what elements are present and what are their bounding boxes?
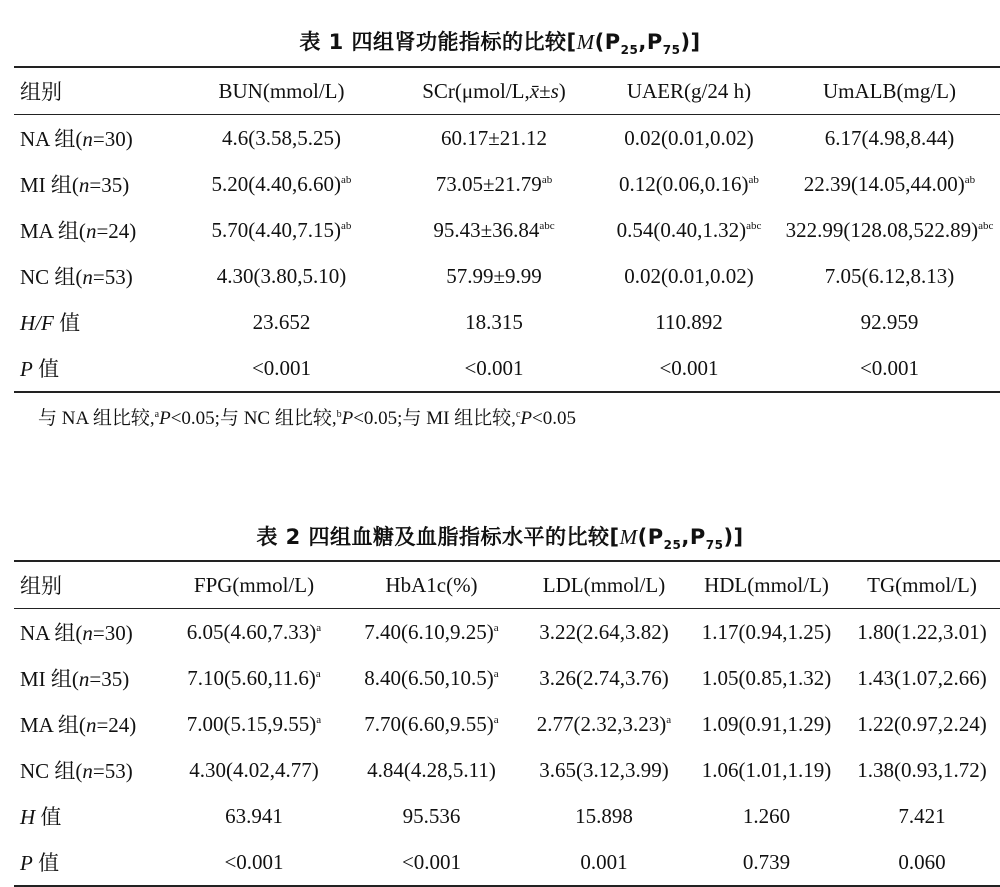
significance-mark: a	[316, 621, 322, 634]
table1-caption-mid: ,P	[638, 30, 663, 54]
table2-caption-mid: ,P	[681, 525, 706, 549]
value-cell: 23.652	[252, 309, 311, 334]
value-cell	[519, 747, 689, 793]
cell-value: 1.22(0.97,2.24)	[857, 711, 987, 736]
significance-mark: ab	[964, 173, 976, 186]
table2-caption-p25: (P	[637, 525, 664, 549]
table1-caption-prefix: 表 1 四组肾功能指标的比较[	[299, 30, 577, 54]
cell-value: 1.80(1.22,3.01)	[857, 619, 987, 644]
cell-value: 2.77(2.32,3.23)	[536, 711, 667, 736]
value-cell: 18.315	[465, 309, 523, 334]
n-label: n	[78, 173, 90, 197]
value-cell	[389, 115, 599, 162]
value-cell	[844, 655, 1000, 701]
cell-value: 1.06(1.01,1.19)	[701, 757, 832, 782]
cell-value: 60.17±21.12	[440, 125, 548, 150]
table2-caption-prefix: 表 2 四组血糖及血脂指标水平的比较[	[256, 525, 620, 549]
significance-mark: ab	[341, 173, 352, 186]
n-value: =35)	[89, 667, 130, 691]
value-cell	[174, 207, 389, 253]
table1-caption-suffix: )]	[680, 30, 701, 54]
value-cell: <0.001	[174, 345, 389, 392]
n-label: n	[85, 713, 97, 737]
table2-header-group: 组别	[14, 561, 164, 609]
cell-value: 7.70(6.60,9.55)	[364, 711, 494, 736]
cell-value: 3.65(3.12,3.99)	[539, 757, 669, 782]
significance-mark: abc	[978, 219, 994, 232]
n-value: =30)	[92, 127, 133, 151]
row-label: H	[20, 805, 36, 829]
value-cell	[344, 747, 519, 793]
value-cell: 110.892	[655, 309, 723, 334]
table2-header-fpg: FPG(mmol/L)	[164, 561, 344, 609]
value-cell: <0.001	[779, 345, 1000, 392]
row-label-cell	[14, 793, 164, 839]
value-cell: <0.001	[389, 345, 599, 392]
value-cell: 1.260	[742, 803, 791, 828]
group-cell	[14, 161, 174, 207]
value-cell	[779, 161, 1000, 207]
significance-mark: a	[493, 667, 499, 680]
row-label-cell	[14, 345, 174, 392]
cell-value: 4.30(4.02,4.77)	[189, 757, 319, 782]
cell-value: 6.05(4.60,7.33)	[186, 619, 317, 644]
value-cell	[344, 655, 519, 701]
value-cell: 7.421	[898, 803, 946, 828]
value-cell: 92.959	[860, 309, 919, 334]
table1-header-bun: BUN(mmol/L)	[174, 67, 389, 115]
n-value: =35)	[89, 173, 130, 197]
table2-header-hba1c: HbA1c(%)	[344, 561, 519, 609]
table-row	[14, 253, 1000, 299]
value-cell	[164, 747, 344, 793]
cell-value: 7.00(5.15,9.55)	[186, 711, 317, 736]
n-label: n	[82, 265, 93, 289]
row-label: H/F	[20, 311, 54, 335]
cell-value: 0.02(0.01,0.02)	[624, 263, 754, 288]
significance-mark: a	[666, 713, 672, 726]
cell-value: 6.17(4.98,8.44)	[824, 125, 955, 150]
cell-value: 5.20(4.40,6.60)	[211, 171, 342, 196]
n-label: n	[82, 759, 93, 783]
value-cell: 0.001	[519, 839, 689, 886]
value-cell	[389, 207, 599, 253]
n-label: n	[82, 127, 93, 151]
group-cell	[14, 747, 164, 793]
significance-mark: a	[493, 621, 499, 634]
table1-header-scr-stat: x̄±s	[529, 78, 559, 103]
cell-value: 4.84(4.28,5.11)	[367, 757, 496, 782]
value-cell	[779, 207, 1000, 253]
row-label-cell	[14, 839, 164, 886]
row-label-suffix: 值	[32, 851, 60, 875]
cell-value: 8.40(6.50,10.5)	[364, 665, 494, 690]
value-cell	[519, 655, 689, 701]
table2-header-tg: TG(mmol/L)	[844, 561, 1000, 609]
cell-value: 5.70(4.40,7.15)	[211, 217, 342, 242]
value-cell	[174, 253, 389, 299]
table2-caption	[0, 521, 1000, 552]
cell-value: 1.17(0.94,1.25)	[701, 619, 832, 644]
group-name: NC 组(	[20, 759, 83, 783]
value-cell	[689, 701, 844, 747]
cell-value: 0.12(0.06,0.16)	[619, 171, 749, 196]
row-label-suffix: 值	[53, 311, 81, 335]
note-part1: 与 NA 组比较,	[38, 408, 155, 429]
table2-caption-p75-sub: 75	[705, 538, 724, 553]
table1-caption-m: M	[576, 30, 595, 54]
value-cell: <0.001	[344, 839, 519, 886]
cell-value: 7.05(6.12,8.13)	[824, 263, 955, 288]
group-name: NA 组(	[20, 127, 83, 151]
statistic-row	[14, 793, 1000, 839]
table-row	[14, 207, 1000, 253]
value-cell: <0.001	[164, 839, 344, 886]
n-value: =30)	[92, 621, 133, 645]
significance-mark: ab	[748, 173, 759, 186]
group-name: MI 组(	[20, 173, 79, 197]
significance-mark: a	[315, 667, 321, 680]
group-cell	[14, 115, 174, 162]
row-label-suffix: 值	[35, 805, 62, 829]
table-row	[14, 655, 1000, 701]
note-sup-b: b	[336, 409, 342, 420]
value-cell: 63.941	[225, 803, 283, 828]
table-row	[14, 747, 1000, 793]
value-cell	[519, 609, 689, 656]
table-row	[14, 161, 1000, 207]
table1-header-row	[14, 67, 1000, 115]
value-cell	[164, 609, 344, 656]
table1-header-scr-close: )	[558, 78, 566, 103]
significance-mark: a	[493, 713, 499, 726]
group-name: NA 组(	[20, 621, 83, 645]
value-cell	[779, 115, 1000, 162]
row-label-cell	[14, 299, 174, 345]
value-cell	[389, 161, 599, 207]
cell-value: 73.05±21.79	[435, 171, 542, 196]
cell-value: 1.05(0.85,1.32)	[701, 665, 832, 690]
value-cell	[389, 253, 599, 299]
table2-header-hdl: HDL(mmol/L)	[689, 561, 844, 609]
n-label: n	[85, 219, 97, 243]
value-cell	[844, 701, 1000, 747]
value-cell	[689, 609, 844, 656]
note-sup-c: c	[515, 409, 521, 420]
group-cell	[14, 701, 164, 747]
group-name: MI 组(	[20, 667, 79, 691]
table2-caption-m: M	[619, 525, 638, 549]
cell-value: 22.39(14.05,44.00)	[803, 171, 965, 196]
cell-value: 95.43±36.84	[433, 217, 540, 242]
group-cell	[14, 609, 164, 656]
n-value: =53)	[92, 759, 133, 783]
table2	[14, 560, 1000, 887]
value-cell	[174, 115, 389, 162]
value-cell	[844, 747, 1000, 793]
table2-header-ldl: LDL(mmol/L)	[519, 561, 689, 609]
note-p2: P	[341, 408, 354, 429]
table1-header-scr	[389, 67, 599, 115]
cell-value: 0.54(0.40,1.32)	[616, 217, 747, 242]
cell-value: 0.02(0.01,0.02)	[624, 125, 754, 150]
table-row	[14, 701, 1000, 747]
cell-value: 3.26(2.74,3.76)	[539, 665, 669, 690]
significance-mark: ab	[341, 219, 352, 232]
p-value-row	[14, 345, 1000, 392]
table1-header-umalb: UmALB(mg/L)	[779, 67, 1000, 115]
value-cell	[599, 207, 779, 253]
value-cell	[344, 609, 519, 656]
row-label: P	[20, 851, 33, 875]
table2-caption-p25-sub: 25	[663, 538, 682, 553]
table1	[14, 66, 1000, 393]
table1-footnote	[38, 403, 576, 430]
value-cell	[844, 609, 1000, 656]
table1-header-group: 组别	[14, 67, 174, 115]
statistic-row	[14, 299, 1000, 345]
group-name: NC 组(	[20, 265, 83, 289]
value-cell: 0.060	[844, 839, 1000, 886]
table-row	[14, 609, 1000, 656]
cell-value: 4.6(3.58,5.25)	[222, 125, 341, 150]
table1-caption-p75-sub: 75	[662, 43, 681, 58]
value-cell	[689, 655, 844, 701]
value-cell	[599, 115, 779, 162]
note-p1: P	[159, 408, 171, 429]
table-row	[14, 115, 1000, 162]
group-name: MA 组(	[20, 219, 86, 243]
n-value: =53)	[92, 265, 133, 289]
significance-mark: abc	[746, 219, 762, 232]
cell-value: 57.99±9.99	[446, 263, 542, 288]
row-label-suffix: 值	[32, 357, 60, 381]
value-cell: <0.001	[599, 345, 779, 392]
value-cell	[164, 701, 344, 747]
table2-caption-suffix: )]	[723, 525, 744, 549]
cell-value: 3.22(2.64,3.82)	[539, 619, 669, 644]
cell-value: 1.38(0.93,1.72)	[857, 757, 987, 782]
value-cell: 15.898	[575, 803, 633, 828]
cell-value: 7.10(5.60,11.6)	[187, 665, 316, 690]
significance-mark: a	[316, 713, 322, 726]
table1-header-scr-label: SCr(μmol/L,	[422, 78, 530, 103]
value-cell	[599, 161, 779, 207]
group-cell	[14, 253, 174, 299]
note-t1: <0.05;与 NC 组比较,	[170, 408, 337, 429]
value-cell	[779, 253, 1000, 299]
n-value: =24)	[96, 219, 137, 243]
table1-caption-p25: (P	[594, 30, 621, 54]
note-t2: <0.05;与 MI 组比较,	[353, 408, 516, 429]
table1-caption	[0, 26, 1000, 57]
value-cell	[519, 701, 689, 747]
table1-header-uaer: UAER(g/24 h)	[599, 67, 779, 115]
cell-value: 1.09(0.91,1.29)	[701, 711, 832, 736]
cell-value: 4.30(3.80,5.10)	[216, 263, 347, 288]
value-cell: 95.536	[402, 803, 461, 828]
cell-value: 7.40(6.10,9.25)	[364, 619, 494, 644]
note-p3: P	[520, 408, 532, 429]
group-cell	[14, 207, 174, 253]
table1-caption-p25-sub: 25	[620, 43, 639, 58]
value-cell	[174, 161, 389, 207]
value-cell	[164, 655, 344, 701]
note-t3: <0.05	[532, 408, 576, 429]
n-label: n	[78, 667, 90, 691]
value-cell	[344, 701, 519, 747]
group-cell	[14, 655, 164, 701]
n-value: =24)	[96, 713, 137, 737]
cell-value: 322.99(128.08,522.89)	[785, 217, 979, 242]
note-sup-a: a	[154, 409, 160, 420]
p-value-row	[14, 839, 1000, 886]
significance-mark: ab	[541, 173, 553, 186]
table2-header-row	[14, 561, 1000, 609]
n-label: n	[82, 621, 93, 645]
value-cell: 0.739	[689, 839, 844, 886]
value-cell	[599, 253, 779, 299]
value-cell	[689, 747, 844, 793]
row-label: P	[20, 357, 33, 381]
significance-mark: abc	[539, 219, 555, 232]
cell-value: 1.43(1.07,2.66)	[857, 665, 987, 690]
group-name: MA 组(	[20, 713, 86, 737]
